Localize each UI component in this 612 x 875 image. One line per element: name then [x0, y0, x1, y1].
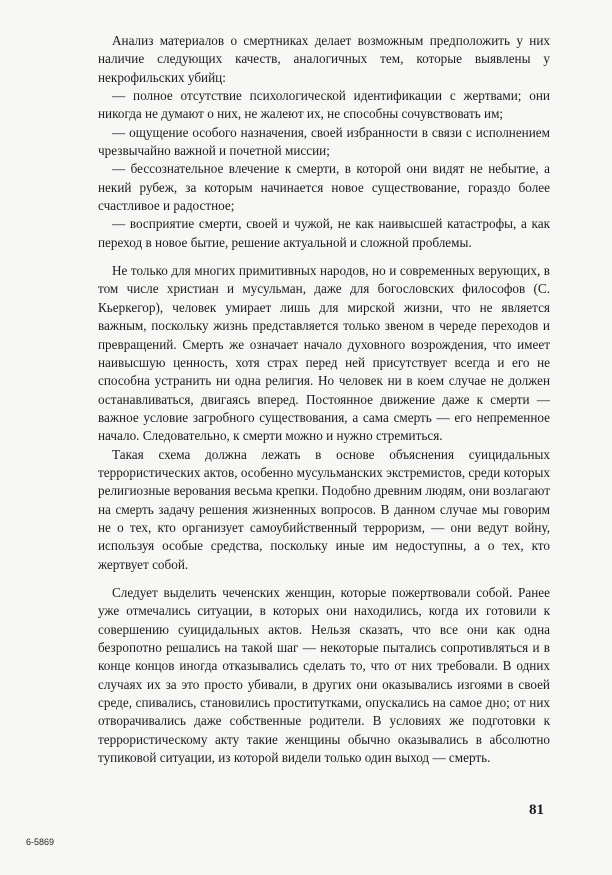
- list-item-2: — ощущение особого назначения, своей избранности в связи с исполнением чрезвычайно важной и почетной миссии;: [98, 124, 550, 159]
- footer-code: 6-5869: [26, 837, 55, 847]
- chechen-women-paragraph: Следует выделить чеченских женщин, которые пожертвовали собой. Ранее уже отмечались ситуации, в которых они находились, когда их готовили к совершению суицидальных актов. Нельзя сказать, что все они как одна безропотно решались на такой шаг — некоторые пытались сопротивляться и в конце концов иногда отказывались сделать то, что от них требовали. В одних случаях их за это просто убивали, в других они оказывались изгоями в своей среде, спивались, становились проститутками, опускались на самое дно; от них отворачивались даже собственные родители. В условиях же подготовки к террористическому акту такие женщины обычно оказывались в абсолютно тупиковой ситуации, из которой видели только один выход — смерть.: [98, 584, 550, 766]
- list-item-4: — восприятие смерти, своей и чужой, не как наивысшей катастрофы, а как переход в новое бытие, решение актуальной и сложной проблемы.: [98, 216, 550, 250]
- intro-paragraph: Анализ материалов о смертниках делает возможным предположить у них наличие следующих качеств, аналогичных тем, которые выявлены у некрофильских убийц:: [98, 33, 550, 85]
- death-philosophy-paragraph: Не только для многих примитивных народов, но и современных верующих, в том числе христиан и мусульман, даже для богословских философов (С. Кьеркегор), человек умирает лишь для мирской жизни, что не является важным, поскольку жизнь представляется только звеном в череде переходов и превращений. Смерть же означает начало духовного возрождения, что имеет наивысшую ценность, хотя страх перед ней присутствует всегда и его не способна устранить ни одна религия. Но человек ни в коем случае не должен останавливаться, двигаясь вперед. Постоянное движение даже к смерти — важное условие загробного существования, а сама смерть — его непременное начало. Следовательно, к смерти можно и нужно стремиться.: [98, 263, 550, 444]
- paragraph-gap: [98, 252, 550, 262]
- terrorism-scheme-paragraph: Такая схема должна лежать в основе объяснения суицидальных террористических актов, особенно мусульманских экстремистов, среди которых религиозные верования весьма крепки. Подобно древним людям, они возлагают на смерть задачу решения жизненных вопросов. В данном случае мы говорим не о тех, кто организует самоубийственный терроризм, — они ведут войну, используя особые средства, поскольку иные им недоступны, а о тех, кто жертвует собой.: [98, 446, 550, 572]
- list-item-1: — полное отсутствие психологической идентификации с жертвами; они никогда не думают о них, не жалеют их, не способны сочувствовать им;: [98, 88, 550, 122]
- list-item-3: — бессознательное влечение к смерти, в которой они видят не небытие, а некий рубеж, за которым начинается новое существование, гораздо более счастливое и радостное;: [98, 161, 550, 214]
- page-number: 81: [529, 802, 544, 818]
- body-text: [98, 32, 550, 767]
- paragraph-gap: [98, 574, 550, 584]
